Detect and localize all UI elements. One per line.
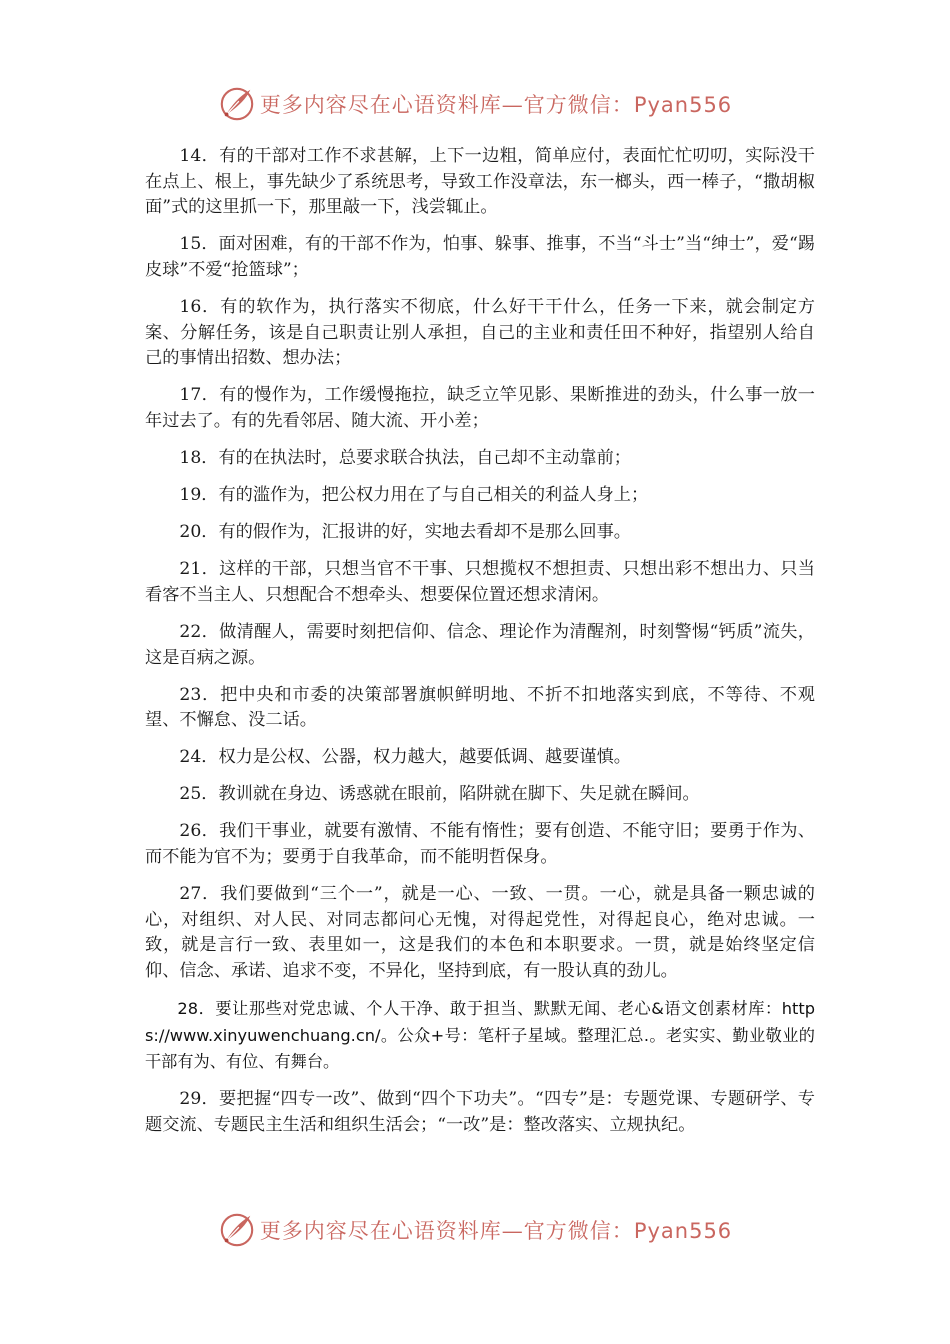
paragraph: 16．有的软作为，执行落实不彻底，什么好干干什么，任务一下来，就会制定方案、分解任务，该是自己职责让别人承担，自己的主业和责任田不种好，指望别人给自己的事情出招数、想办法； [145,296,815,369]
paragraph: 15．面对困难，有的干部不作为，怕事、躲事、推事，不当“斗士”当“绅士”，爱“踢皮球”不爱“抢篮球”； [145,234,815,280]
footer-banner [0,1210,950,1250]
paragraph: 21．这样的干部，只想当官不干事、只想揽权不想担责、只想出彩不想出力、只当看客不当主人、只想配合不想牵头、想要保位置还想求清闲。 [145,559,815,605]
banner-text: 更多内容尽在心语资料库—官方微信：Pyan556 [259,93,733,117]
paragraph: 28．要让那些对党忠诚、个人干净、敢于担当、默默无闻、老心&语文创素材库：https://www.xinyuwenchuang.cn/。公众+号：笔杆子星域。整理汇总.。老实实、勤业敬业的干部有为、有位、有舞台。 [145,999,815,1072]
paragraph: 26．我们干事业，就要有激情、不能有惰性；要有创造、不能守旧；要勇于作为、而不能为官不为；要勇于自我革命，而不能明哲保身。 [145,821,815,868]
paragraph: 24．权力是公权、公器，权力越大，越要低调、越要谨慎。 [179,747,631,768]
document-body [145,144,815,1150]
paragraph: 18．有的在执法时，总要求联合执法，自己却不主动靠前； [179,447,631,468]
feather-pen-in-circle-icon [218,85,256,123]
paragraph: 25．教训就在身边、诱惑就在眼前，陷阱就在脚下、失足就在瞬间。 [179,784,700,805]
feather-pen-in-circle-icon [218,1211,256,1249]
paragraph: 20．有的假作为，汇报讲的好，实地去看却不是那么回事。 [179,522,631,543]
paragraph: 29．要把握“四专一改”、做到“四个下功夫”。“四专”是：专题党课、专题研学、专题交流、专题民主生活和组织生活会；“一改”是：整改落实、立规执纪。 [145,1089,815,1135]
wechat-id: Pyan556 [633,1219,733,1243]
banner-text: 更多内容尽在心语资料库—官方微信：Pyan556 [259,1219,733,1243]
paragraph: 22．做清醒人，需要时刻把信仰、信念、理论作为清醒剂，时刻警惕“钙质”流失，这是百病之源。 [145,621,815,668]
wechat-id: Pyan556 [633,93,733,117]
paragraph: 14．有的干部对工作不求甚解，上下一边粗，简单应付，表面忙忙叨叨，实际没干在点上、根上，事先缺少了系统思考，导致工作没章法，东一榔头，西一棒子，“撒胡椒面”式的这里抓一下，那里敲一下，浅尝辄止。 [145,146,815,218]
paragraph: 17．有的慢作为，工作缓慢拖拉，缺乏立竿见影、果断推进的劲头，什么事一放一年过去了。有的先看邻居、随大流、开小差； [145,385,815,431]
paragraph: 27．我们要做到“三个一”，就是一心、一致、一贯。一心，就是具备一颗忠诚的心，对组织、对人民、对同志都问心无愧，对得起党性，对得起良心，绝对忠诚。一致，就是言行一致、表里如一，这是我们的本色和本职要求。一贯，就是始终坚定信仰、信念、承诺、追求不变，不异化，坚持到底，有一股认真的劲儿。 [145,884,815,981]
header-banner [0,84,950,124]
paragraph: 23．把中央和市委的决策部署旗帜鲜明地、不折不扣地落实到底，不等待、不观望、不懈怠、没二话。 [145,684,815,731]
paragraph: 19．有的滥作为，把公权力用在了与自己相关的利益人身上； [179,485,649,506]
